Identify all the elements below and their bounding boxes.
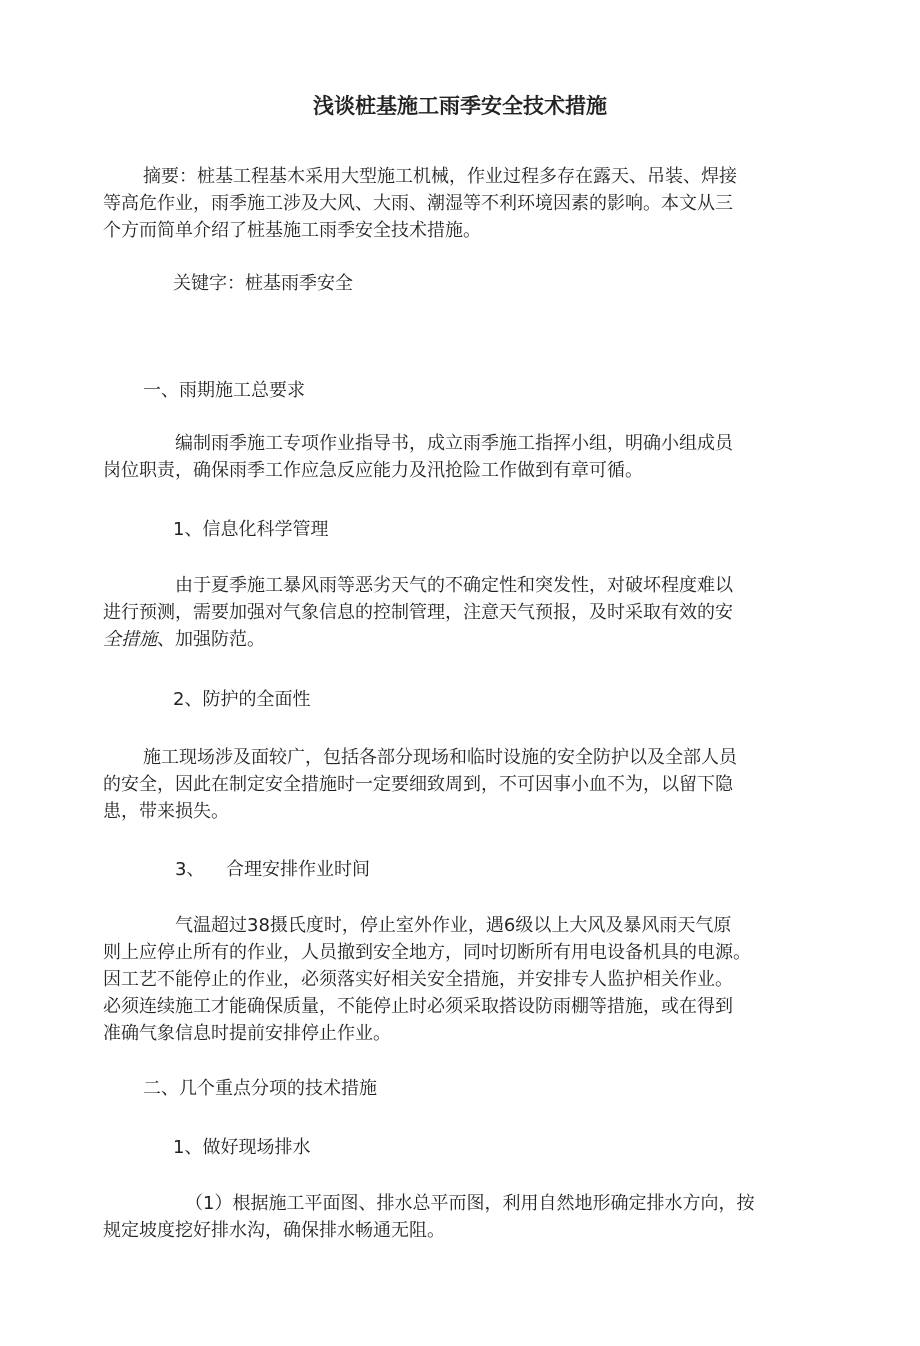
paragraph-line: 岗位职责，确保雨季工作应急反应能力及汛抢险工作做到有章可循。 [103,460,643,481]
body-paragraph [103,1190,813,1244]
paragraph-line: 必须连续施工才能确保质量，不能停止时必须采取搭设防雨棚等措施，或在得到 [103,996,733,1017]
body-paragraph [103,744,813,825]
body-paragraph [103,572,813,653]
paragraph-line: 准确气象信息时提前安排停止作业。 [103,1023,391,1044]
subsection-heading: 合理安排作业时间 [226,859,370,880]
paragraph-line: 规定坡度挖好排水沟，确保排水畅通无阻。 [103,1220,445,1241]
paragraph-line [103,626,813,653]
abstract-paragraph [103,163,813,244]
paragraph-line: 的安全，因此在制定安全措施时一定要细致周到，不可因事小血不为，以留下隐 [103,774,733,795]
section-heading: 二、几个重点分项的技术措施 [143,1078,377,1099]
paragraph-text: 、加强防范。 [157,629,265,650]
body-paragraph [103,912,813,1047]
subsection-heading: 2、防护的全面性 [173,689,311,710]
abstract-line: 摘要：桩基工程基木采用大型施工机械，作业过程多存在露天、吊装、焊接 [143,166,737,187]
keywords-line: 关键字：桩基雨季安全 [173,273,353,294]
italic-phrase: 全措施 [103,629,157,650]
abstract-line: 个方而简单介绍了桩基施工雨季安全技术措施。 [103,220,481,241]
document-title: 浅谈桩基施工雨季安全技术措施 [313,94,607,118]
subsection-heading-number: 3、 [175,859,205,880]
section-heading: 一、雨期施工总要求 [143,380,305,401]
paragraph-line: 进行预测，需要加强对气象信息的控制管理，注意天气预报，及时采取有效的安 [103,602,733,623]
paragraph-line: 编制雨季施工专项作业指导书，成立雨季施工指挥小组，明确小组成员 [175,433,733,454]
paragraph-line: 气温超过38摄氏度时，停止室外作业，遇6级以上大风及暴风雨天气原 [175,915,732,936]
paragraph-line: 因工艺不能停止的作业，必须落实好相关安全措施，并安排专人监护相关作业。 [103,969,733,990]
body-paragraph [103,430,813,484]
paragraph-line: 由于夏季施工暴风雨等恶劣天气的不确定性和突发性，对破坏程度难以 [175,575,733,596]
paragraph-line: （1）根据施工平面图、排水总平而图，利用自然地形确定排水方向，按 [185,1193,755,1214]
subsection-heading: 1、信息化科学管理 [173,519,329,540]
abstract-line: 等高危作业，雨季施工涉及大风、大雨、潮湿等不利环境因素的影响。本文从三 [103,193,733,214]
paragraph-line: 则上应停止所有的作业，人员撤到安全地方，同吋切断所有用电设备机具的电源。 [103,942,751,963]
paragraph-line: 施工现场涉及面较广，包括各部分现场和临时设施的安全防护以及全部人员 [143,747,737,768]
subsection-heading: 1、做好现场排水 [173,1137,311,1158]
paragraph-line: 患，带来损失。 [103,801,229,822]
